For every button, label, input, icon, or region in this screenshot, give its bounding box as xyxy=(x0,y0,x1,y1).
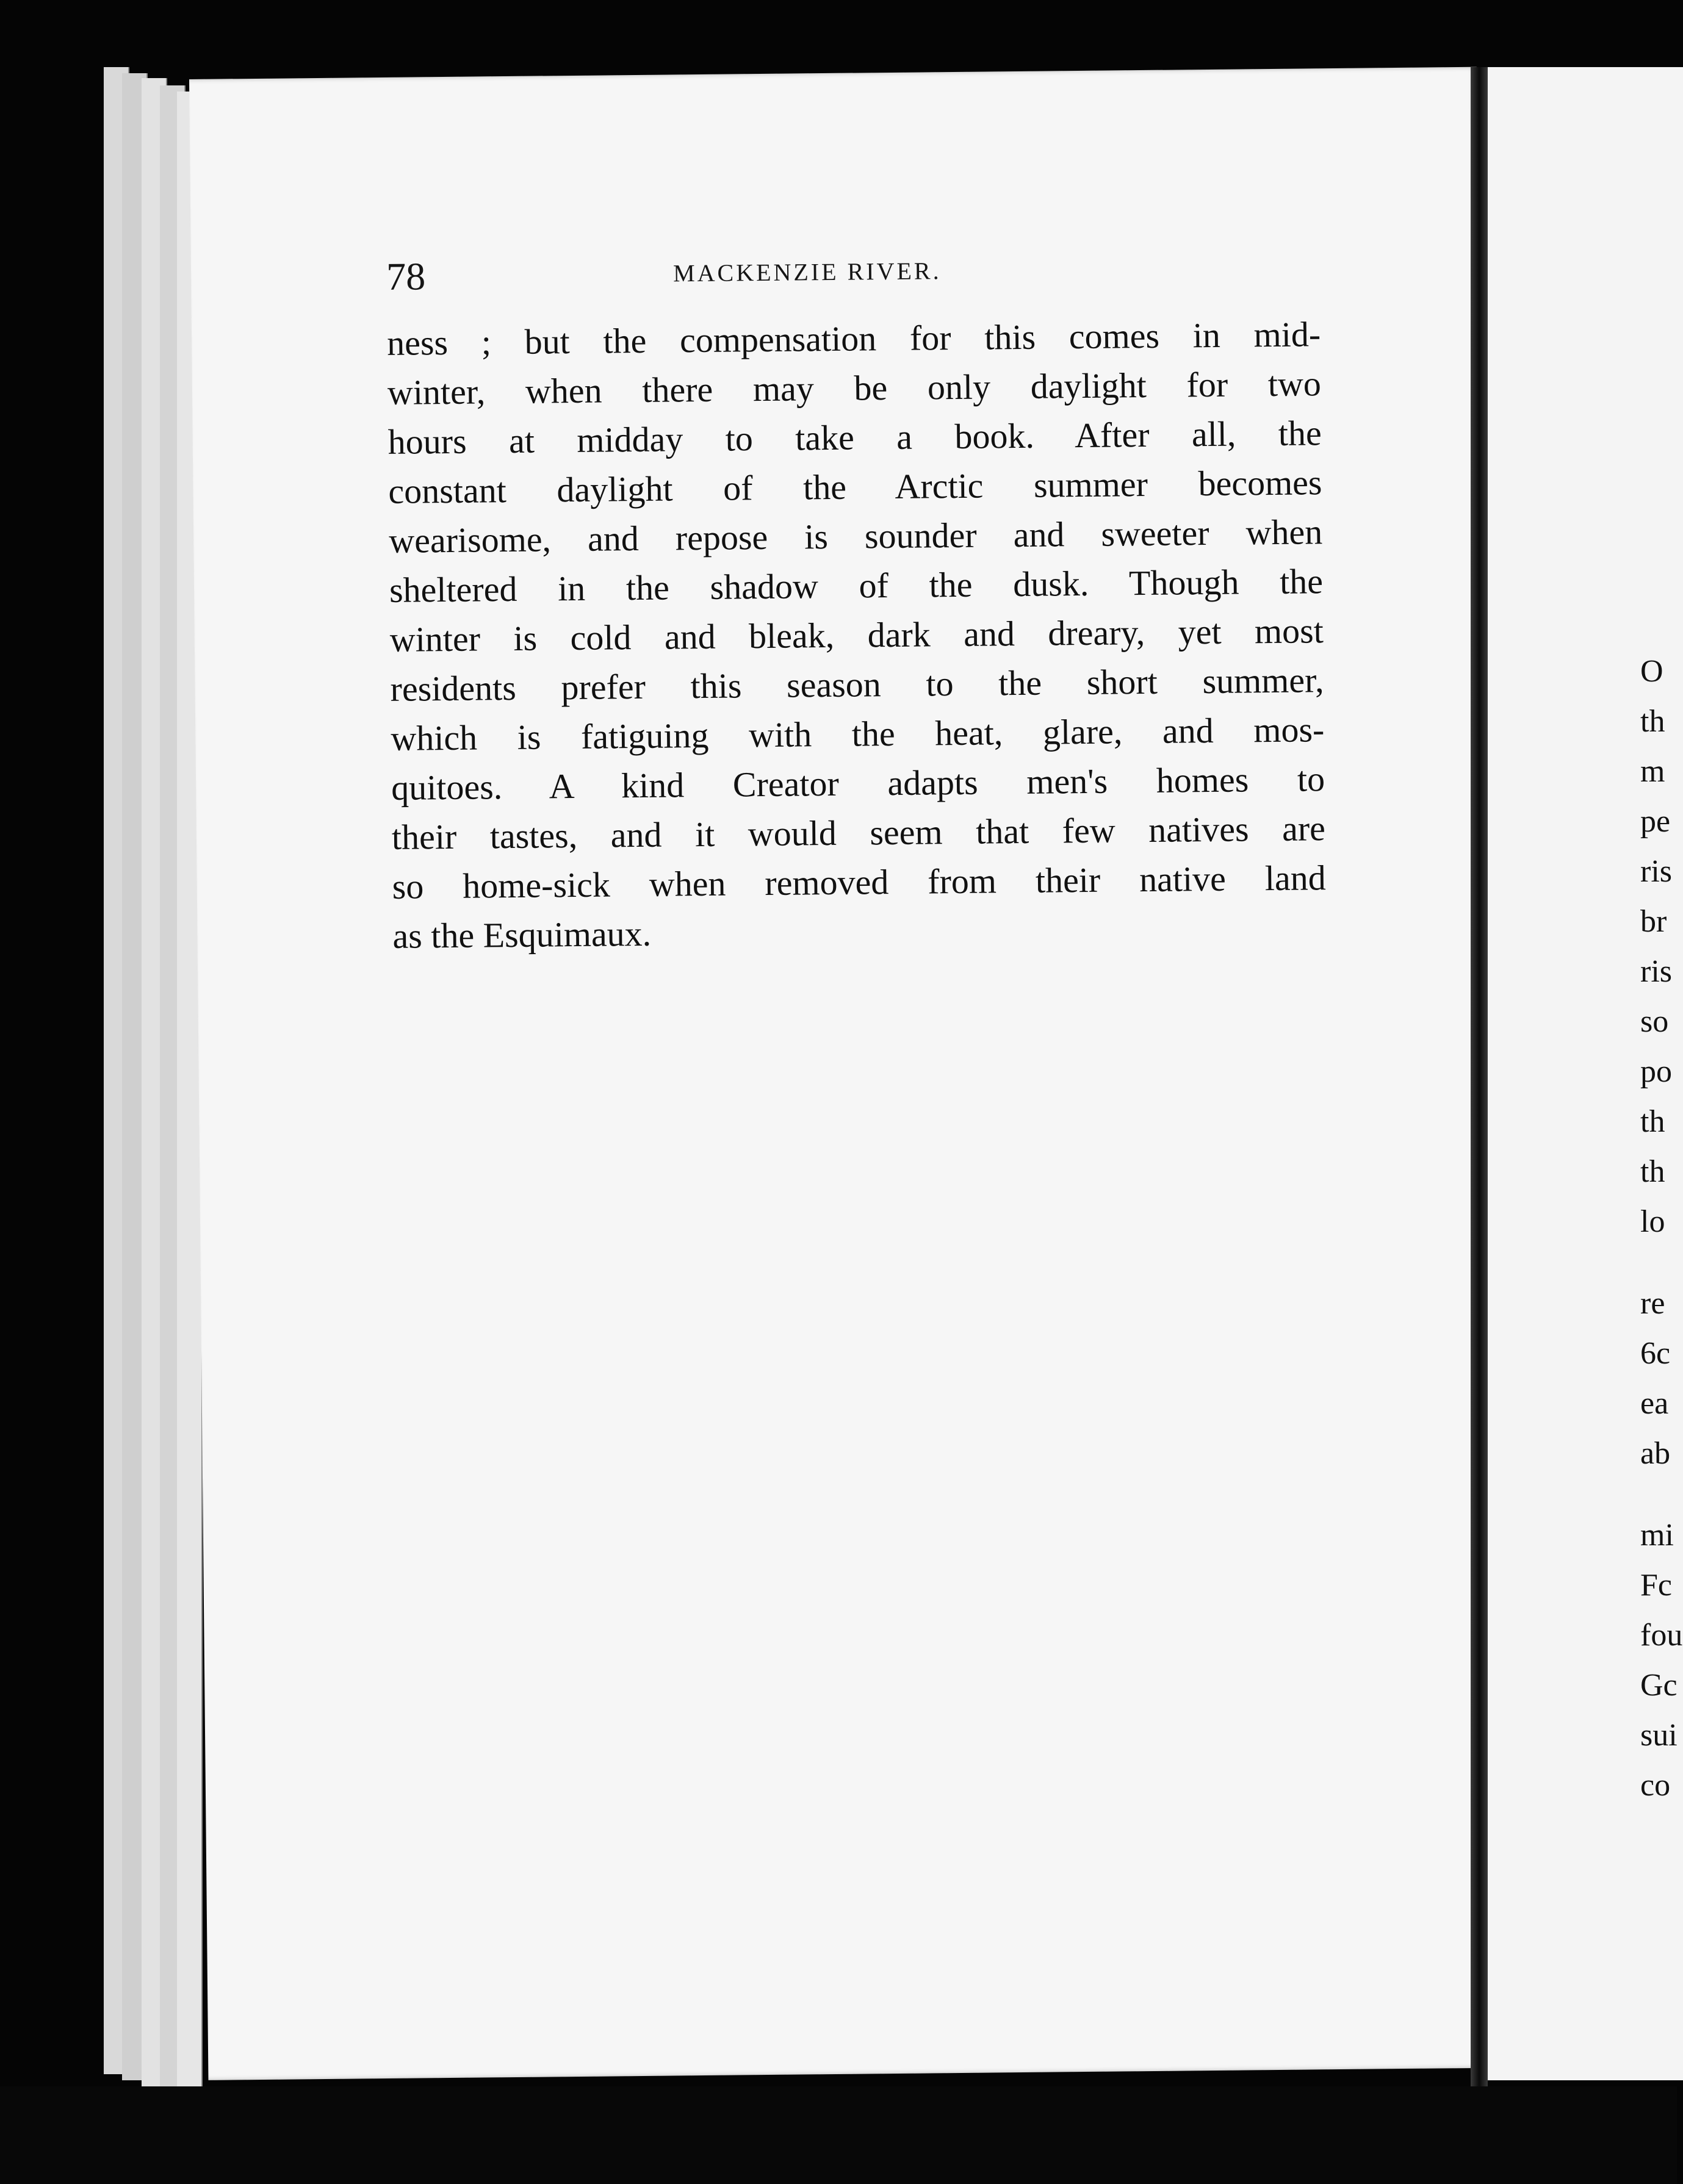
book-gutter xyxy=(1471,67,1488,2099)
text-fragment: po xyxy=(1640,1054,1672,1089)
text-fragment: so xyxy=(1640,1004,1669,1039)
text-line: hours at midday to take a book. After all, the xyxy=(387,413,1322,462)
text-line: wearisome, and repose is sounder and sweeter when xyxy=(388,512,1323,561)
text-line: quitoes. A kind Creator adapts men's homes to xyxy=(391,759,1325,808)
text-fragment: lo xyxy=(1640,1204,1665,1239)
left-page xyxy=(189,67,1496,2080)
text-fragment: Gc xyxy=(1640,1668,1678,1703)
right-page-text xyxy=(1640,647,1683,1811)
body-text xyxy=(387,309,1327,961)
text-fragment: 6c xyxy=(1640,1336,1671,1371)
text-fragment: ris xyxy=(1640,954,1672,989)
text-line: residents prefer this season to the short summer, xyxy=(390,660,1324,709)
text-fragment: Fc xyxy=(1640,1568,1672,1603)
text-line: which is fatiguing with the heat, glare, and mos- xyxy=(391,709,1325,758)
text-line: ness ; but the compensation for this comes in mid- xyxy=(386,314,1321,363)
scan-background xyxy=(0,2086,1677,2184)
text-fragment: m xyxy=(1640,754,1665,789)
text-fragment: sui xyxy=(1640,1718,1678,1753)
text-fragment: pe xyxy=(1640,804,1671,839)
text-fragment: br xyxy=(1640,904,1667,939)
text-line: so home-sick when removed from their native land xyxy=(392,858,1326,907)
text-line: their tastes, and it would seem that few natives are xyxy=(391,808,1326,857)
text-fragment: th xyxy=(1640,704,1665,739)
text-fragment: ris xyxy=(1640,854,1672,889)
running-head: MACKENZIE RIVER. xyxy=(672,257,942,287)
text-line: as the Esquimaux. xyxy=(392,913,652,956)
text-fragment: O xyxy=(1640,654,1663,689)
text-fragment: th xyxy=(1640,1154,1665,1189)
text-fragment: th xyxy=(1640,1104,1665,1139)
text-line: constant daylight of the Arctic summer becomes xyxy=(388,462,1322,511)
page-number: 78 xyxy=(386,254,426,298)
text-line: winter is cold and bleak, dark and dreary, yet most xyxy=(389,611,1324,659)
text-line: winter, when there may be only daylight for two xyxy=(387,364,1322,412)
text-line: sheltered in the shadow of the dusk. Though the xyxy=(389,561,1324,610)
text-fragment: re xyxy=(1640,1286,1665,1321)
text-fragment: ea xyxy=(1640,1386,1669,1421)
page-header xyxy=(386,245,1363,309)
text-fragment: fou xyxy=(1640,1618,1683,1653)
text-fragment: mi xyxy=(1640,1518,1674,1553)
text-fragment: co xyxy=(1640,1768,1671,1803)
text-fragment: ab xyxy=(1640,1436,1671,1471)
